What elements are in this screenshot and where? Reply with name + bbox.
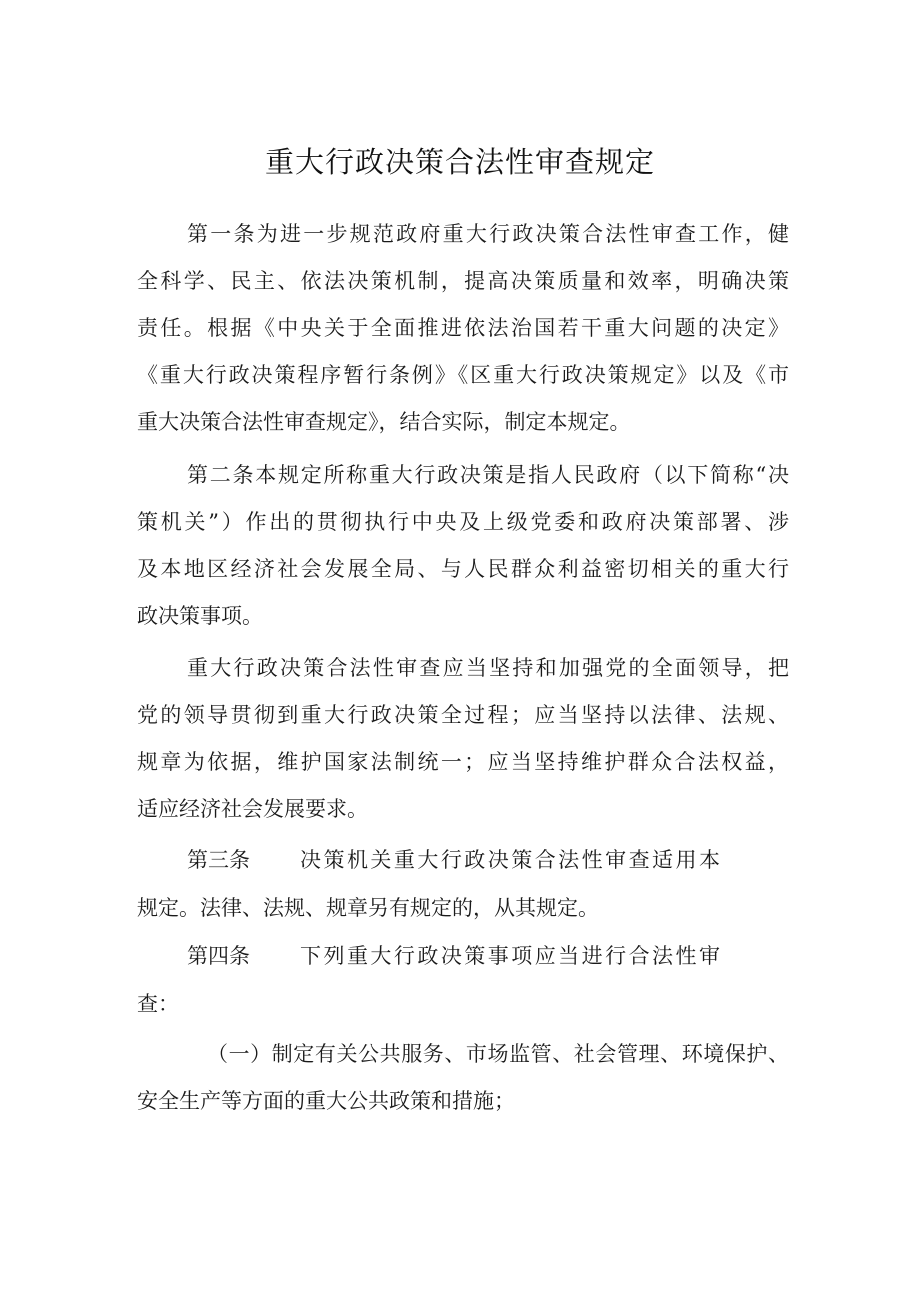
article-2-line-3: 及本地区经济社会发展全局、与人民群众利益密切相关的重大行	[137, 557, 789, 581]
article-3-heading: 第三条	[187, 848, 250, 872]
article-1-line-5: 重大决策合法性审查规定》，结合实际，制定本规定。	[137, 410, 631, 434]
article-4-line-1: 下列重大行政决策事项应当进行合法性审	[300, 944, 720, 968]
article-1-line-2: 全科学、民主、依法决策机制，提高决策质量和效率，明确决策	[137, 269, 789, 293]
document-title: 重大行政决策合法性审查规定	[264, 145, 655, 179]
article-2-line-2: 策机关”）作出的贯彻执行中央及上级党委和政府决策部署、涉	[137, 510, 789, 534]
item-1-line-1: （一）制定有关公共服务、市场监管、社会管理、环境保护、	[207, 1042, 789, 1066]
article-2-line-1: 第二条本规定所称重大行政决策是指人民政府（以下简称“决	[187, 463, 789, 487]
article-1-line-4: 《重大行政决策程序暂行条例》《区重大行政决策规定》以及《市	[137, 363, 789, 387]
paragraph-3-line-1: 重大行政决策合法性审查应当坚持和加强党的全面领导，把	[187, 656, 789, 680]
article-2-line-4: 政决策事项。	[137, 604, 263, 628]
article-1-line-1: 第一条为进一步规范政府重大行政决策合法性审查工作，健	[187, 222, 789, 246]
article-1-line-3: 责任。根据《中央关于全面推进依法治国若干重大问题的决定》	[137, 316, 789, 340]
paragraph-3-line-2: 党的领导贯彻到重大行政决策全过程；应当坚持以法律、法规、	[137, 703, 789, 727]
paragraph-3-line-4: 适应经济社会发展要求。	[137, 797, 368, 821]
paragraph-3-line-3: 规章为依据，维护国家法制统一；应当坚持维护群众合法权益，	[137, 750, 789, 774]
article-4-heading: 第四条	[187, 944, 250, 968]
article-4-line-2: 查：	[137, 992, 179, 1016]
article-3-line-1: 决策机关重大行政决策合法性审查适用本	[300, 848, 720, 872]
item-1-line-2: 安全生产等方面的重大公共政策和措施；	[137, 1089, 515, 1113]
article-3-line-2: 规定。法律、法规、规章另有规定的，从其规定。	[137, 896, 599, 920]
